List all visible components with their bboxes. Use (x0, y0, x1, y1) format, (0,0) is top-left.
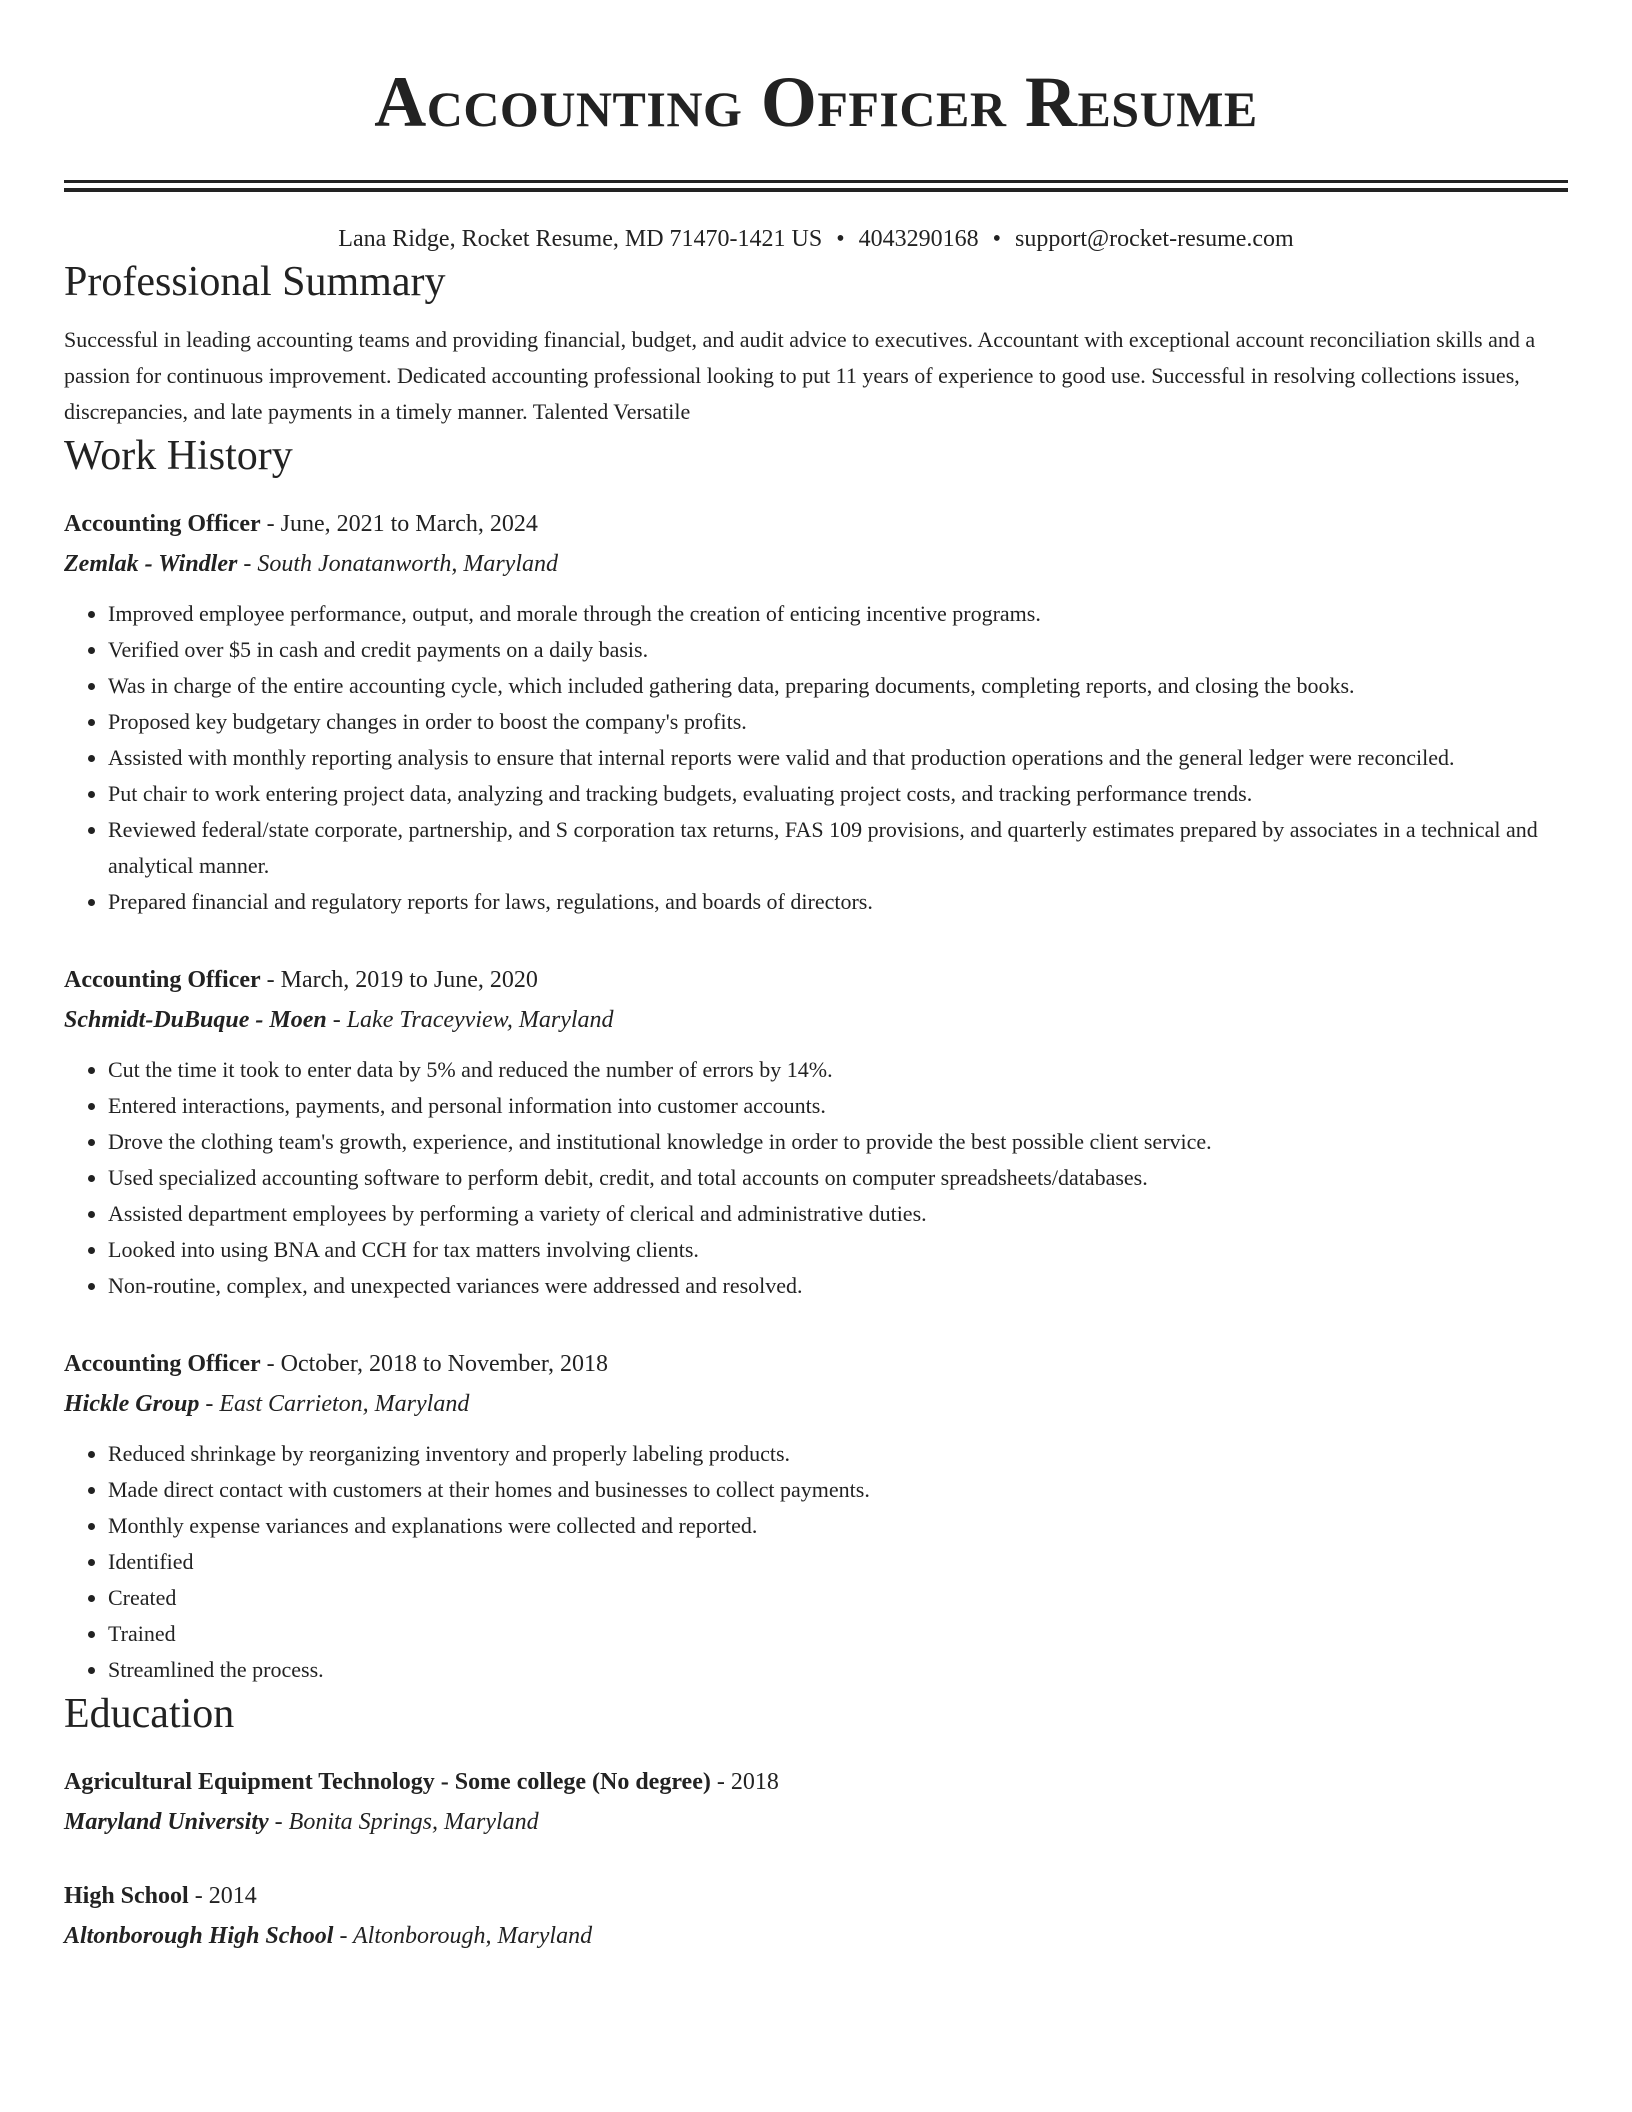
job-location: - Lake Traceyview, Maryland (326, 1007, 614, 1033)
education-year: - 2014 (188, 1883, 257, 1909)
education-location: - Bonita Springs, Maryland (268, 1809, 539, 1835)
job-bullet: • Entered interactions, payments, and personal information into customer accounts. (108, 1088, 1568, 1124)
job-bullet: • Drove the clothing team's growth, experience, and institutional knowledge in order to provide the best possible client service. (108, 1124, 1568, 1160)
job-bullets (64, 596, 1568, 920)
job-role: Accounting Officer (64, 511, 261, 537)
education-year: - 2018 (710, 1769, 779, 1795)
summary-text: Successful in leading accounting teams and providing financial, budget, and audit advice to executives. Accountant with exceptional account reconciliation skills and a passion for continuous improvement. Dedicated accounting professional looking to put 11 years of experience to good use. Successful in resolving collections issues, discrepancies, and late payments in a timely manner. Talented Versatile (64, 327, 1536, 424)
job-role: Accounting Officer (64, 967, 261, 993)
job-bullet: • Created (108, 1580, 1568, 1616)
education-degree-line (64, 1762, 1568, 1802)
job-bullet: • Identified (108, 1544, 1568, 1580)
job-entry (64, 960, 1568, 1304)
summary-heading: Professional Summary (64, 259, 446, 305)
job-dates: - October, 2018 to November, 2018 (260, 1351, 608, 1377)
education-entry (64, 1876, 1568, 1956)
education-school-line (64, 1802, 1568, 1842)
job-location: - South Jonatanworth, Maryland (237, 551, 558, 577)
contact-separator: • (992, 226, 1002, 252)
job-company-line (64, 1000, 1568, 1040)
contact-email: support@rocket-resume.com (1015, 226, 1294, 252)
job-bullet: • Cut the time it took to enter data by 5% and reduced the number of errors by 14%. (108, 1052, 1568, 1088)
education-school: Altonborough High School (64, 1923, 334, 1949)
education-school-line (64, 1916, 1568, 1956)
job-dates: - June, 2021 to March, 2024 (260, 511, 538, 537)
job-title-line (64, 1344, 1568, 1384)
resume-title: Accounting Officer Resume (374, 62, 1258, 142)
job-company-line (64, 1384, 1568, 1424)
job-title-line (64, 960, 1568, 1000)
education-location: - Altonborough, Maryland (333, 1923, 593, 1949)
job-bullet: • Prepared financial and regulatory reports for laws, regulations, and boards of directors. (108, 884, 1568, 920)
job-role: Accounting Officer (64, 1351, 261, 1377)
education-entry (64, 1762, 1568, 1842)
job-bullet: • Made direct contact with customers at their homes and businesses to collect payments. (108, 1472, 1568, 1508)
job-bullet: • Non-routine, complex, and unexpected variances were addressed and resolved. (108, 1268, 1568, 1304)
contact-phone: 4043290168 (858, 226, 979, 252)
job-bullet: • Assisted with monthly reporting analysis to ensure that internal reports were valid and that production operations and the general ledger were reconciled. (108, 740, 1568, 776)
work-history-heading: Work History (64, 433, 293, 479)
job-entry (64, 504, 1568, 920)
job-bullet: • Proposed key budgetary changes in order to boost the company's profits. (108, 704, 1568, 740)
education-degree: High School (64, 1883, 189, 1909)
job-company: Hickle Group (64, 1391, 200, 1417)
job-bullets (64, 1052, 1568, 1304)
education-degree-line (64, 1876, 1568, 1916)
job-bullet: • Trained (108, 1616, 1568, 1652)
education-school: Maryland University (64, 1809, 269, 1835)
job-bullet: • Was in charge of the entire accounting cycle, which included gathering data, preparing documents, completing reports, and closing the books. (108, 668, 1568, 704)
job-location: - East Carrieton, Maryland (199, 1391, 470, 1417)
title-divider (64, 180, 1568, 192)
job-bullet: • Used specialized accounting software to perform debit, credit, and total accounts on computer spreadsheets/databases. (108, 1160, 1568, 1196)
job-bullet: • Reduced shrinkage by reorganizing inventory and properly labeling products. (108, 1436, 1568, 1472)
job-bullet: • Monthly expense variances and explanations were collected and reported. (108, 1508, 1568, 1544)
education-degree: Agricultural Equipment Technology - Some college (No degree) (64, 1769, 711, 1795)
job-company: Schmidt-DuBuque - Moen (64, 1007, 327, 1033)
job-dates: - March, 2019 to June, 2020 (260, 967, 538, 993)
job-bullet: • Verified over $5 in cash and credit payments on a daily basis. (108, 632, 1568, 668)
job-bullet: • Put chair to work entering project data, analyzing and tracking budgets, evaluating project costs, and tracking performance trends. (108, 776, 1568, 812)
job-company: Zemlak - Windler (64, 551, 238, 577)
contact-line (64, 222, 1568, 256)
contact-separator: • (836, 226, 845, 252)
job-bullet: • Streamlined the process. (108, 1652, 1568, 1688)
education-heading: Education (64, 1691, 235, 1737)
job-bullet: • Improved employee performance, output, and morale through the creation of enticing incentive programs. (108, 596, 1568, 632)
job-bullet: • Assisted department employees by performing a variety of clerical and administrative duties. (108, 1196, 1568, 1232)
contact-address: Lana Ridge, Rocket Resume, MD 71470-1421 US (338, 226, 823, 252)
job-entry (64, 1344, 1568, 1688)
job-title-line (64, 504, 1568, 544)
job-bullet: • Looked into using BNA and CCH for tax matters involving clients. (108, 1232, 1568, 1268)
job-bullet: • Reviewed federal/state corporate, partnership, and S corporation tax returns, FAS 109 provisions, and quarterly estimates prepared by associates in a technical and analytical manner. (108, 812, 1568, 884)
job-company-line (64, 544, 1568, 584)
job-bullets (64, 1436, 1568, 1688)
